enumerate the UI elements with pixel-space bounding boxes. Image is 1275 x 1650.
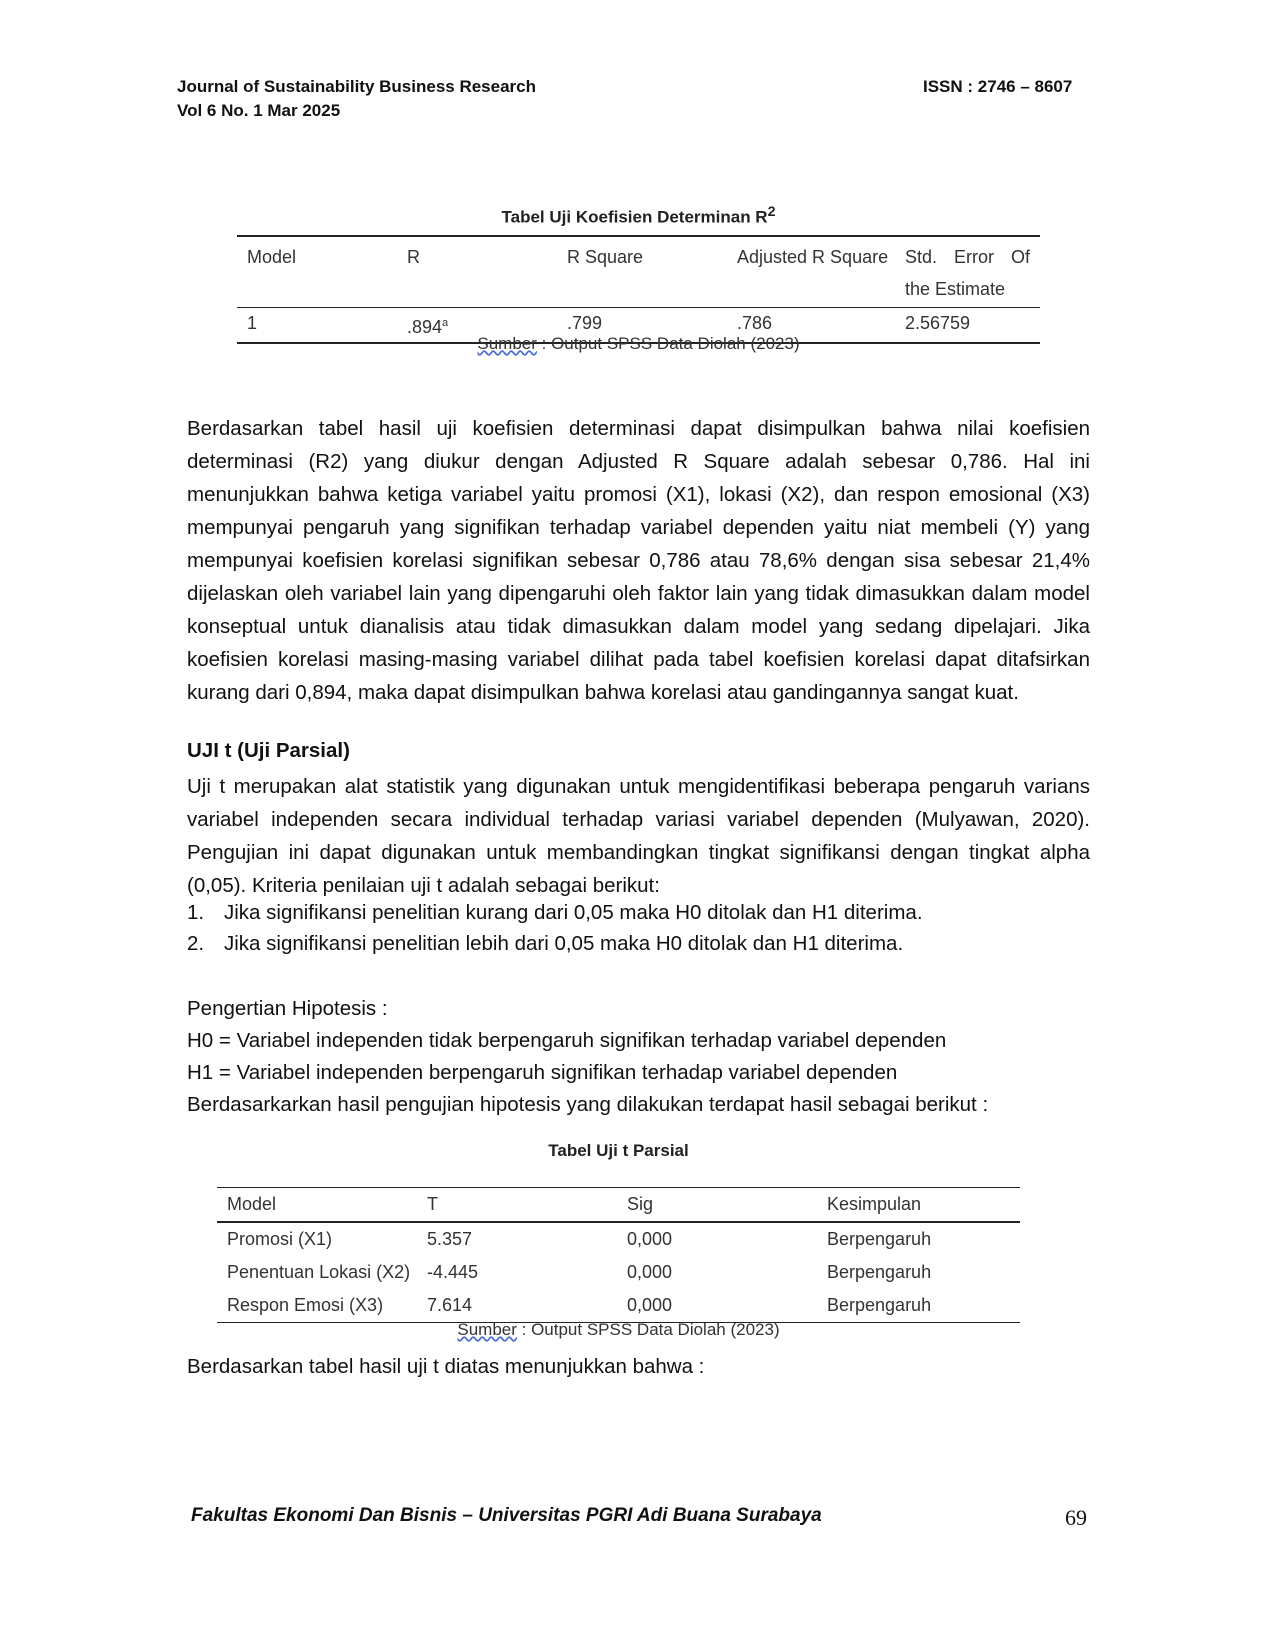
list-text: Jika signifikansi penelitian lebih dari 0,05 maka H0 ditolak dan H1 diterima. [224,932,904,955]
col-header-std-error: Std. Error Of the Estimate [895,236,1040,308]
journal-title: Journal of Sustainability Business Research [177,77,537,96]
paragraph-determination: Berdasarkan tabel hasil uji koefisien determinasi dapat disimpulkan bahwa nilai koefisien determinasi (R2) yang diukur dengan Adjusted R Square adalah sebesar 0,786. Hal ini menunjukkan bahwa ketiga variabel yaitu promosi (X1), lokasi (X2), dan respon emosional (X3) mempunyai pengaruh yang signifikan terhadap variabel dependen yaitu niat membeli (Y) yang mempunyai koefisien korelasi signifikan sebesar 0,786 atau 78,6% dengan sisa sebesar 21,4% dijelaskan oleh variabel lain yang dipengaruhi oleh faktor lain yang tidak dimasukkan dalam model konseptual untuk dianalisis atau tidak dimasukkan dalam model yang sedang dipelajari. Jika koefisien korelasi masing-masing variabel dilihat pada tabel koefisien korelasi dapat ditafsirkan kurang dari 0,894, maka dapat disimpulkan bahwa korelasi atau gandingannya sangat kuat. [187,417,1090,704]
journal-issn: ISSN : 2746 – 8607 [923,77,1073,96]
table2-source [217,1320,1020,1340]
cell-kesimpulan: Berpengaruh [817,1289,1020,1323]
section-heading: UJI t (Uji Parsial) [187,739,350,762]
table1-caption [237,204,1040,228]
cell-r-value: .894 [407,317,443,337]
cell-kesimpulan: Berpengaruh [827,1262,932,1282]
cell-sig: 0,000 [617,1289,817,1323]
table-row [217,1256,1020,1289]
cell-t: 5.357 [427,1229,473,1249]
paragraph-uji-t: Uji t merupakan alat statistik yang digunakan untuk mengidentifikasi beberapa pengaruh varians variabel independen secara individual terhadap variasi variabel dependen (Mulyawan, 2020). Pengujian ini dapat digunakan untuk membandingkan tingkat signifikansi dengan tingkat alpha (0,05). Kriteria penilaian uji t adalah sebagai berikut: [187,775,1090,897]
hypothesis-h1: H1 = Variabel independen berpengaruh signifikan terhadap variabel dependen [187,1061,898,1084]
table-header-row [237,236,1040,308]
list-number: 1. [187,901,205,924]
cell-sig: 0,000 [627,1229,673,1249]
col-header-model: Model [237,236,397,308]
cell-t: 7.614 [417,1289,617,1323]
cell-r-square: .799 [557,308,727,344]
cell-adjusted-r-square: .786 [727,308,895,344]
running-header-left [177,75,536,123]
cell-r-sup: a [442,317,449,329]
table1-source-word: Sumber [477,334,537,353]
page-number: 69 [1065,1505,1087,1530]
closing-sentence: Berdasarkan tabel hasil uji t diatas menunjukkan bahwa : [187,1355,705,1378]
col-header-r: R [397,236,557,308]
journal-volume: Vol 6 No. 1 Mar 2025 [177,101,341,120]
t-test-table [217,1187,1020,1323]
col-header-t: T [417,1188,617,1223]
hypothesis-title: Pengertian Hipotesis : [187,997,388,1020]
cell-kesimpulan: Berpengaruh [827,1229,932,1249]
table2-caption: Tabel Uji t Parsial [548,1141,689,1160]
col-header-model: Model [217,1188,417,1223]
footer-institution: Fakultas Ekonomi Dan Bisnis – Universitas PGRI Adi Buana Surabaya [191,1505,822,1526]
col-header-kesimpulan: Kesimpulan [817,1188,1020,1223]
cell-sig: 0,000 [627,1262,673,1282]
table-header-row [217,1188,1020,1223]
table-row [217,1289,1020,1323]
table1-caption-text: Tabel Uji Koefisien Determinan R [501,207,768,227]
table1-source [237,334,1040,354]
hypothesis-h0: H0 = Variabel independen tidak berpengaruh signifikan terhadap variabel dependen [187,1029,947,1052]
col-header-r-square: R Square [557,236,727,308]
cell-std-error: 2.56759 [895,308,1040,344]
cell-model: Promosi (X1) [227,1229,333,1249]
hypothesis-intro: Berdasarkarkan hasil pengujian hipotesis yang dilakukan terdapat hasil sebagai berikut : [187,1093,989,1116]
cell-model: 1 [237,308,397,344]
table1-source-rest: : Output SPSS Data Diolah (2023) [536,334,800,353]
list-item [187,932,903,956]
col-header-sig: Sig [617,1188,817,1223]
cell-model: Penentuan Lokasi (X2) [227,1262,411,1282]
table2-source-word: Sumber [457,1320,517,1339]
determination-table [237,235,1040,344]
table2-source-rest: : Output SPSS Data Diolah (2023) [516,1320,780,1339]
list-text: Jika signifikansi penelitian kurang dari 0,05 maka H0 ditolak dan H1 diterima. [224,901,923,924]
list-item [187,901,923,925]
col-header-adjusted-r-square: Adjusted R Square [727,236,895,308]
cell-t: -4.445 [427,1262,479,1282]
cell-model: Respon Emosi (X3) [217,1289,417,1323]
table-row [217,1222,1020,1256]
list-number: 2. [187,932,205,955]
table1-caption-sup: 2 [767,204,776,220]
